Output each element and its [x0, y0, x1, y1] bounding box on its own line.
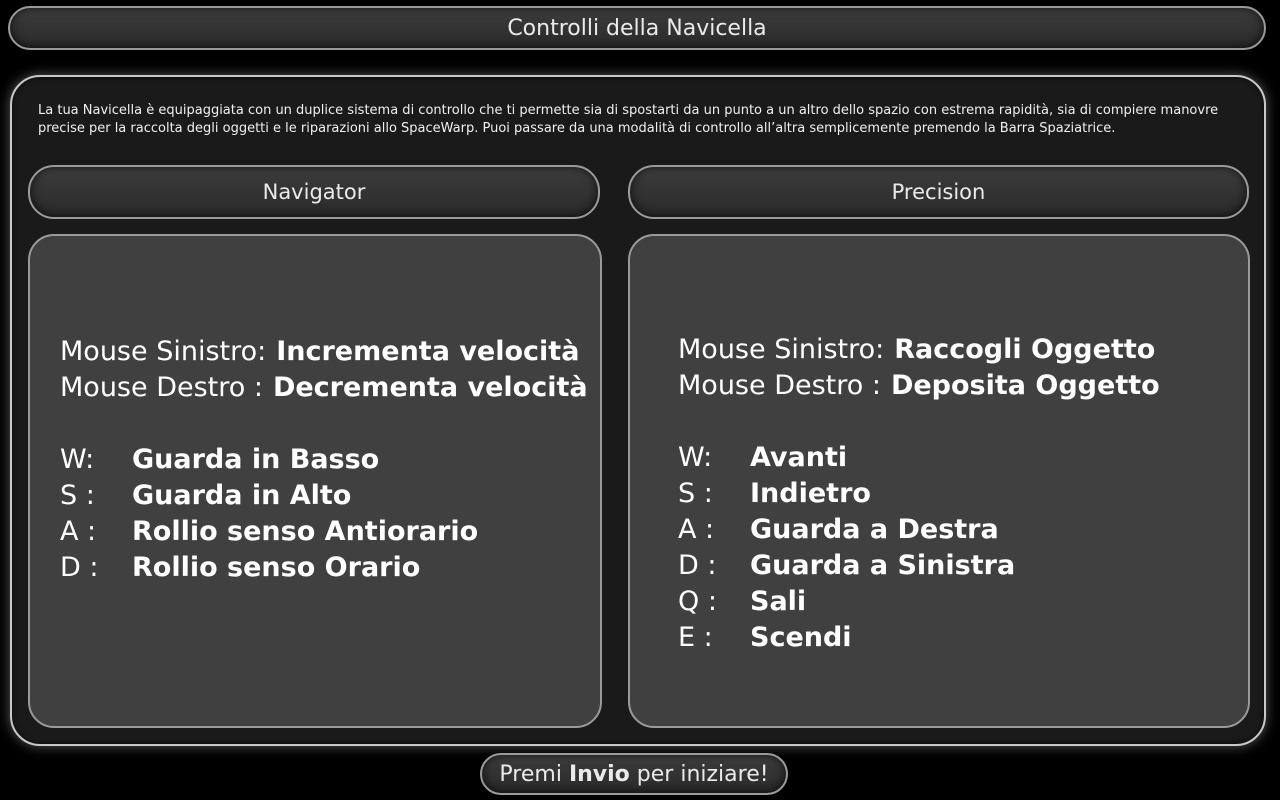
control-row: [678, 620, 1160, 656]
control-key: A :: [678, 514, 715, 545]
control-row: [678, 476, 1160, 512]
control-row: [678, 440, 1160, 476]
control-key: W:: [678, 442, 713, 473]
control-row: [678, 548, 1160, 584]
precision-mode-header: [628, 165, 1249, 219]
control-action: Guarda a Destra: [750, 514, 999, 545]
navigator-controls-list: [60, 334, 588, 586]
control-row: [60, 550, 588, 586]
navigator-mode-label: Navigator: [262, 180, 366, 204]
control-action: Decrementa velocità: [272, 372, 588, 403]
control-key: Q :: [678, 586, 717, 617]
intro-text: La tua Navicella è equipaggiata con un duplice sistema di controllo che ti permette sia di spostarti da un punto a un altro dello spazio con estrema rapidità, sia di compiere manovre precise per la raccolta degli oggetti e le riparazioni allo SpaceWarp. Puoi passare da una modalità di controllo all’altra semplicemente premendo la Barra Spaziatrice.: [38, 103, 1219, 136]
control-row: [678, 512, 1160, 548]
control-key: A :: [60, 516, 97, 547]
precision-mode-label: Precision: [891, 180, 986, 204]
control-action: Avanti: [750, 442, 848, 473]
control-action: Incrementa velocità: [276, 336, 580, 367]
control-key: S :: [678, 478, 713, 509]
start-prefix: Premi: [499, 761, 562, 787]
control-action: Rollio senso Antiorario: [132, 516, 479, 547]
start-key: Invio: [568, 761, 630, 787]
control-key: W:: [60, 444, 95, 475]
control-row: [60, 334, 588, 370]
control-action: Guarda in Alto: [132, 480, 352, 511]
control-action: Guarda in Basso: [132, 444, 380, 475]
precision-controls-list: [678, 332, 1160, 656]
navigator-mode-header: [28, 165, 600, 219]
precision-controls-box: [628, 234, 1250, 728]
control-row: [60, 514, 588, 550]
control-row: [60, 442, 588, 478]
control-action: Rollio senso Orario: [132, 552, 421, 583]
title-bar: [8, 6, 1266, 50]
control-key: Mouse Destro :: [678, 370, 881, 401]
control-key: Mouse Destro :: [60, 372, 263, 403]
control-row: [60, 478, 588, 514]
page-title: Controlli della Navicella: [507, 15, 767, 41]
control-key: Mouse Sinistro:: [678, 334, 885, 365]
control-row: [60, 370, 588, 406]
control-row: [678, 584, 1160, 620]
control-action: Indietro: [750, 478, 871, 509]
control-action: Raccogli Oggetto: [894, 334, 1156, 365]
control-action: Scendi: [750, 622, 852, 653]
control-row: [678, 332, 1160, 368]
spacer: [678, 404, 1160, 440]
control-key: S :: [60, 480, 95, 511]
control-key: D :: [60, 552, 99, 583]
control-action: Sali: [750, 586, 807, 617]
control-action: Deposita Oggetto: [890, 370, 1160, 401]
control-key: Mouse Sinistro:: [60, 336, 267, 367]
control-row: [678, 368, 1160, 404]
control-key: D :: [678, 550, 717, 581]
control-action: Guarda a Sinistra: [750, 550, 1016, 581]
control-key: E :: [678, 622, 713, 653]
start-suffix: per iniziare!: [636, 761, 769, 787]
start-button[interactable]: [480, 753, 788, 795]
spacer: [60, 406, 588, 442]
navigator-controls-box: [28, 234, 602, 728]
